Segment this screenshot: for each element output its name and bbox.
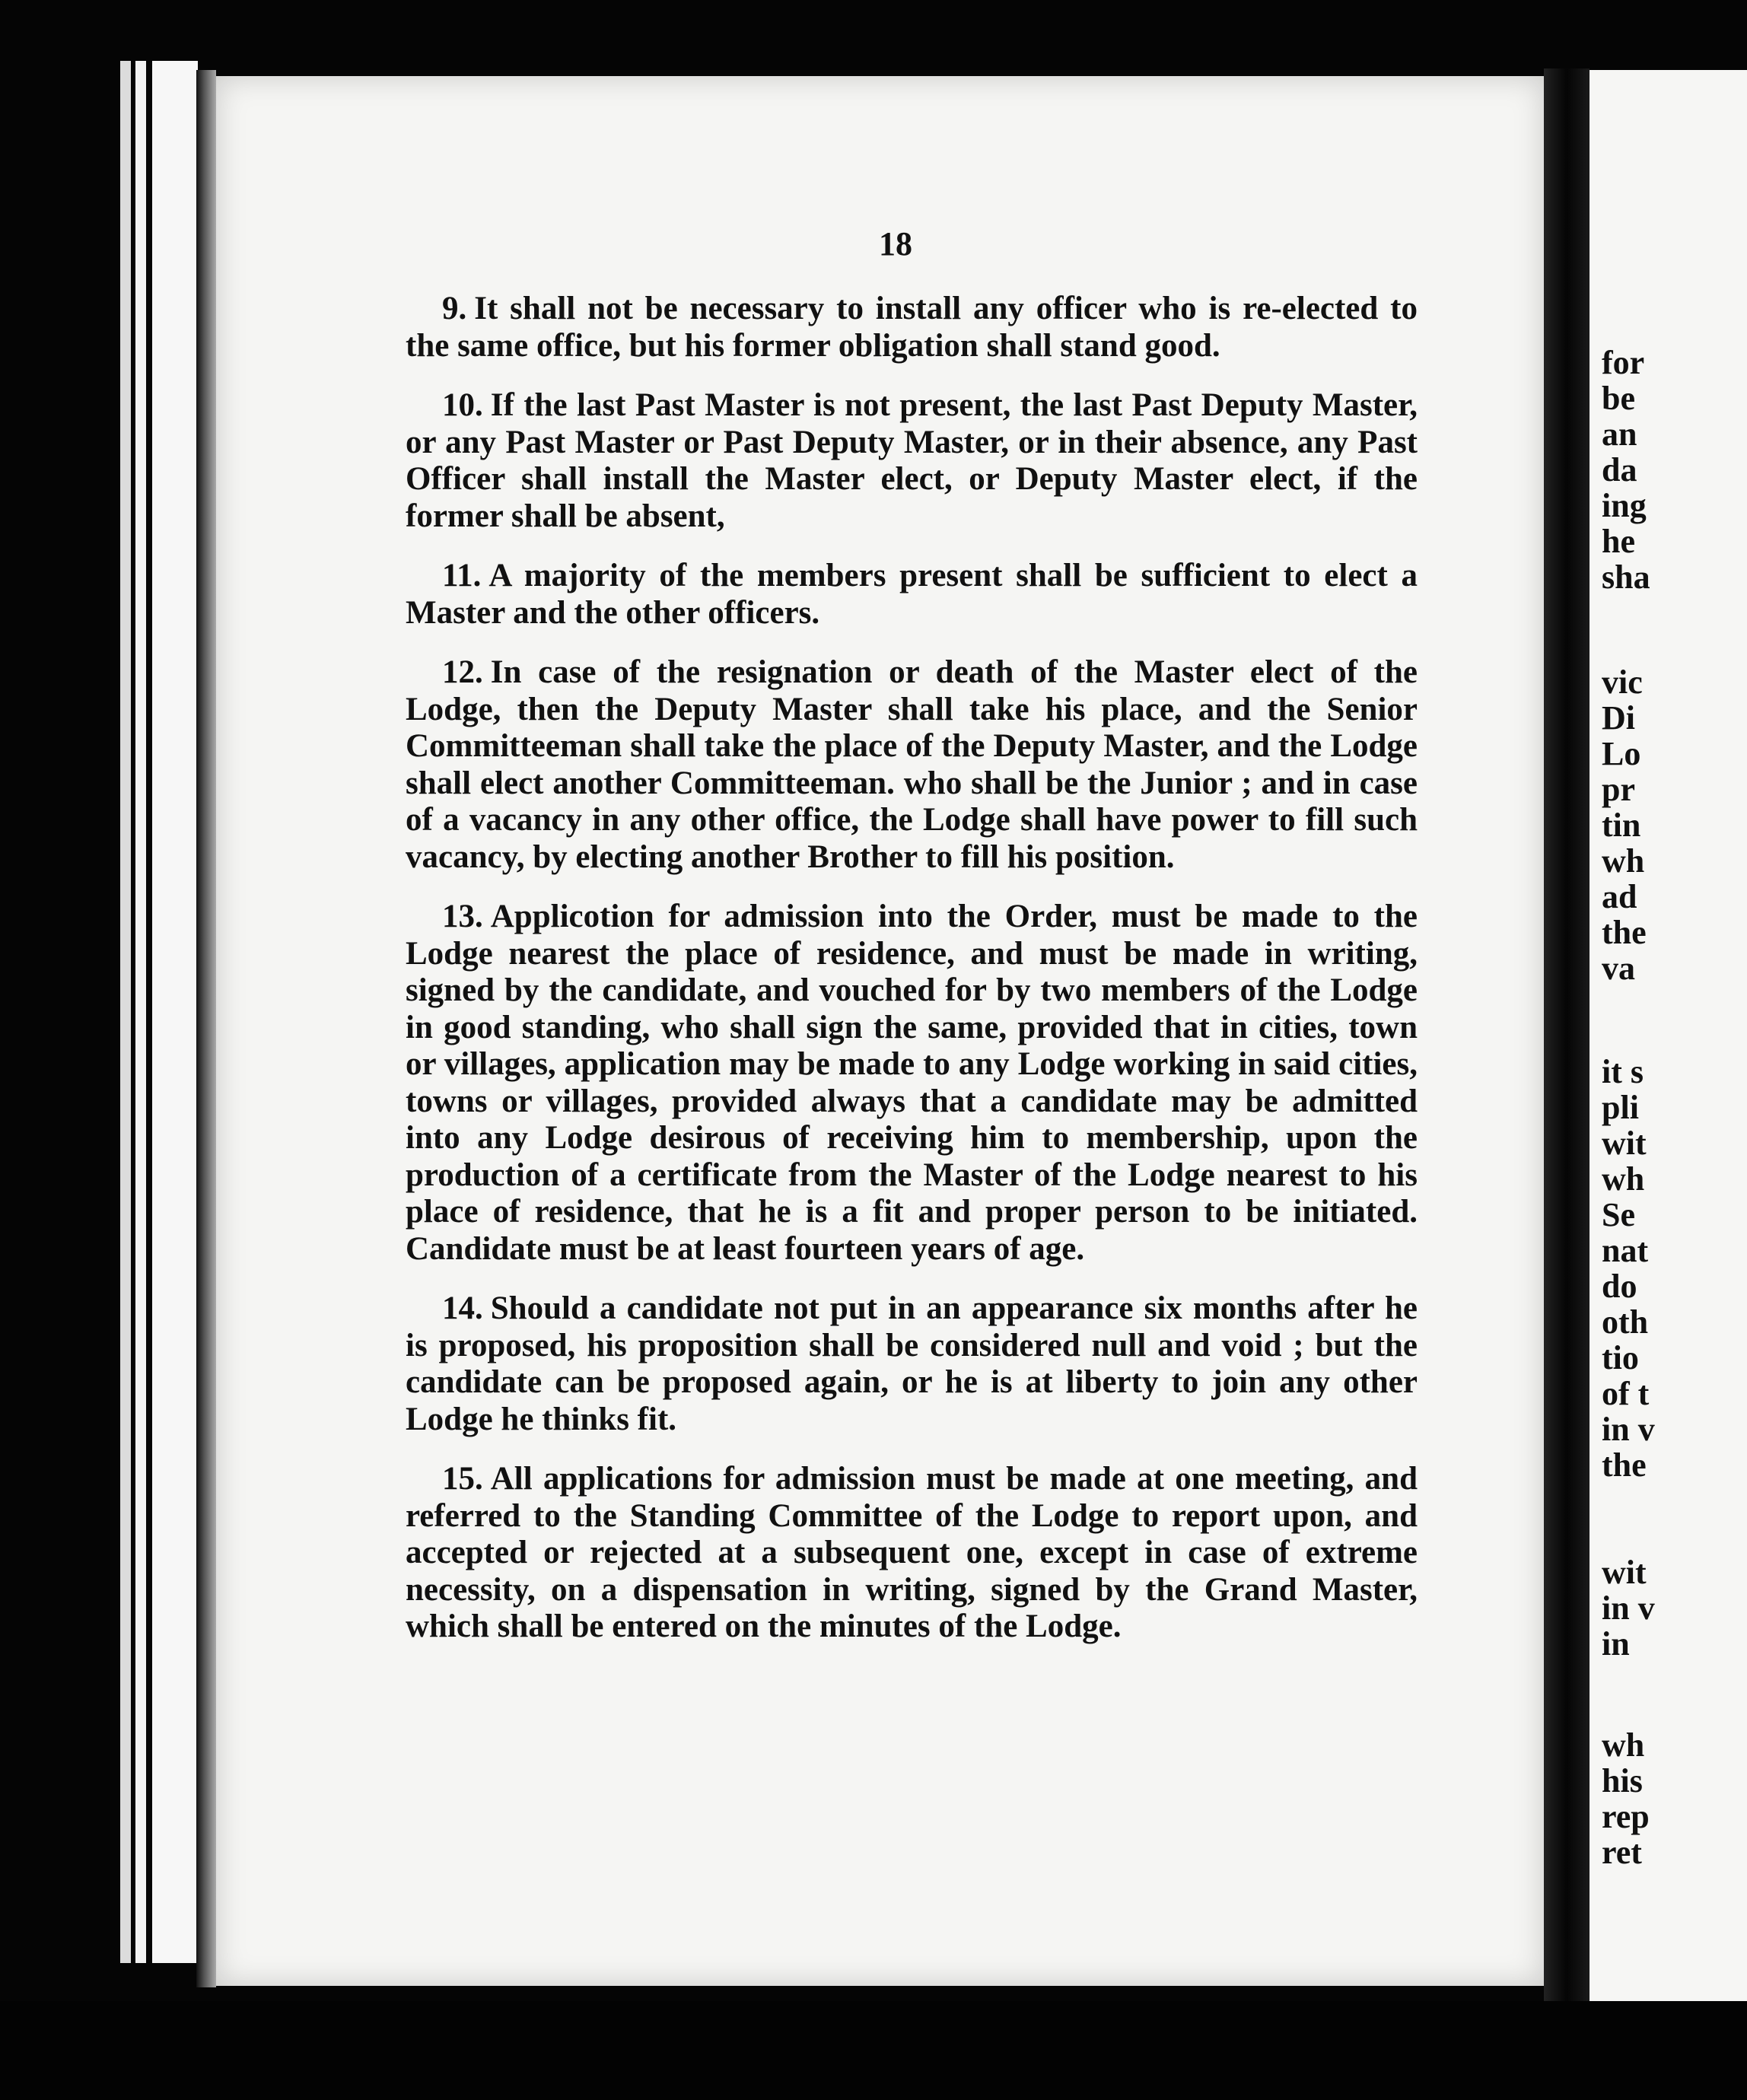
- right-page-line-fragment: nat: [1602, 1232, 1649, 1269]
- page-body: [406, 291, 1418, 1669]
- right-page-line-fragment: in: [1602, 1625, 1630, 1662]
- book-edge-strip: [135, 61, 146, 1963]
- book-gutter: [1544, 68, 1589, 2047]
- right-page-line-fragment: Se: [1602, 1196, 1635, 1233]
- right-page-line-fragment: tin: [1602, 807, 1641, 844]
- right-page-edge: [1589, 70, 1747, 2063]
- right-page-line-fragment: oth: [1602, 1303, 1649, 1341]
- paragraph-15: [406, 1461, 1418, 1646]
- book-edge-strip: [152, 61, 198, 1963]
- right-page-line-fragment: pli: [1602, 1089, 1639, 1126]
- paragraph-text: Applicotion for admission into the Order, must be made to the Lodge nearest the place of residence, and must be made in writing, signed by the candidate, and vouched for by two members of the Lodge in good standing, who shall sign the same, provided that in cities, town or villages, application may be made to any Lodge working in said cities, towns or villages, provided always that a candidate may be admitted into any Lodge desirous of receiving him to membership, upon the production of a certificate from the Master of the Lodge nearest to his place of residence, that he is a fit and proper person to be initiated. Candidate must be at least fourteen years of age.: [406, 899, 1418, 1267]
- right-page-line-fragment: Di: [1602, 699, 1635, 737]
- right-page-line-fragment: the: [1602, 1446, 1647, 1484]
- paragraph-number: 9.: [442, 291, 467, 326]
- paragraph-11: [406, 558, 1418, 632]
- right-page-line-fragment: Lo: [1602, 735, 1641, 772]
- paragraph-13: [406, 899, 1418, 1268]
- paragraph-number: 10.: [442, 387, 483, 423]
- right-page-line-fragment: of t: [1602, 1375, 1650, 1412]
- right-page-line-fragment: for: [1602, 344, 1645, 381]
- paragraph-10: [406, 387, 1418, 535]
- right-page-line-fragment: wit: [1602, 1125, 1647, 1162]
- right-page-line-fragment: ret: [1602, 1834, 1642, 1871]
- right-page-line-fragment: his: [1602, 1762, 1643, 1799]
- page-number: 18: [879, 225, 912, 262]
- paragraph-number: 15.: [442, 1461, 483, 1497]
- scan-bottom-margin: [0, 2001, 1747, 2100]
- paragraph-text: It shall not be necessary to install any officer who is re-elected to the same office, but his former obligation shall stand good.: [406, 291, 1418, 364]
- right-page-line-fragment: wh: [1602, 1726, 1645, 1764]
- paragraph-text: In case of the resignation or death of the Master elect of the Lodge, then the Deputy Master shall take his place, and the Senior Committeeman shall take the place of the Deputy Master, and the Lodge shall elect another Committeeman. who shall be the Junior ; and in case of a vacancy in any other office, the Lodge shall have power to fill such vacancy, by electing another Brother to fill his position.: [406, 654, 1418, 875]
- right-page-line-fragment: it s: [1602, 1053, 1644, 1090]
- book-edge-strip: [120, 61, 131, 1963]
- right-page-line-fragment: da: [1602, 451, 1637, 488]
- right-page-line-fragment: va: [1602, 950, 1635, 987]
- paragraph-text: If the last Past Master is not present, the last Past Deputy Master, or any Past Master or Past Deputy Master, or in their absence, any Past Officer shall install the Master elect, or Deputy Master elect, if the former shall be absent,: [406, 387, 1418, 534]
- paragraph-number: 13.: [442, 899, 483, 934]
- right-page-line-fragment: rep: [1602, 1798, 1650, 1835]
- paragraph-9: [406, 291, 1418, 364]
- right-page-line-fragment: an: [1602, 415, 1637, 453]
- right-page-line-fragment: sha: [1602, 558, 1650, 596]
- right-page-line-fragment: the: [1602, 914, 1647, 951]
- paragraph-number: 14.: [442, 1290, 483, 1326]
- right-page-line-fragment: ing: [1602, 487, 1647, 524]
- right-page-line-fragment: vic: [1602, 663, 1643, 701]
- paragraph-text: A majority of the members present shall be sufficient to elect a Master and the other officers.: [406, 558, 1418, 631]
- right-page-line-fragment: wh: [1602, 842, 1645, 880]
- paragraph-text: Should a candidate not put in an appearance six months after he is proposed, his proposition shall be considered null and void ; but the candidate can be proposed again, or he is at liberty to join any other Lodge he thinks fit.: [406, 1290, 1418, 1437]
- right-page-line-fragment: in v: [1602, 1411, 1655, 1448]
- paragraph-14: [406, 1290, 1418, 1438]
- right-page-line-fragment: do: [1602, 1268, 1637, 1305]
- right-page-line-fragment: wh: [1602, 1160, 1645, 1198]
- page-edge-shadow: [196, 70, 216, 1987]
- right-page-line-fragment: ad: [1602, 878, 1637, 915]
- right-page-line-fragment: be: [1602, 380, 1635, 417]
- right-page-line-fragment: he: [1602, 523, 1635, 560]
- right-page-line-fragment: in v: [1602, 1589, 1655, 1627]
- right-page-line-fragment: pr: [1602, 771, 1635, 808]
- paragraph-12: [406, 654, 1418, 876]
- paragraph-number: 11.: [442, 558, 482, 593]
- right-page-line-fragment: wit: [1602, 1554, 1647, 1591]
- right-page-line-fragment: tio: [1602, 1339, 1639, 1376]
- paragraph-text: All applications for admission must be made at one meeting, and referred to the Standing Committee of the Lodge to report upon, and accepted or rejected at a subsequent one, except in case of extreme necessity, on a dispensation in writing, signed by the Grand Master, which shall be entered on the minutes of the Lodge.: [406, 1461, 1418, 1644]
- paragraph-number: 12.: [442, 654, 483, 690]
